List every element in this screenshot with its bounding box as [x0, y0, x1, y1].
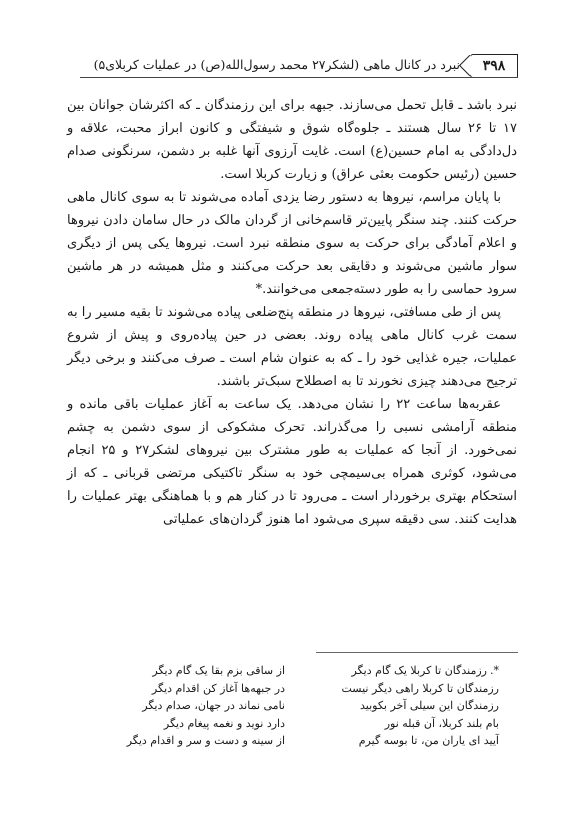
- header-rule: [80, 77, 518, 78]
- poem-line: رزمندگان تا کربلا راهی دیگر نیست: [341, 681, 499, 695]
- poem-line: دارد نوید و نغمه پیغام دیگر: [163, 716, 285, 730]
- poem-line: در جبهه‌ها آغاز کن اقدام دیگر: [151, 681, 285, 695]
- running-title: نبرد در کانال ماهی (لشکر۲۷ محمد رسول‌الله(ص) در عملیات کربلای۵): [93, 57, 460, 72]
- running-header: [80, 54, 518, 78]
- poem-line: رزمندگان این سیلی آخر بکوبید: [360, 699, 499, 712]
- page-number: ۳۹۸: [470, 54, 518, 78]
- paragraph: عقربه‌ها ساعت ۲۲ را نشان می‌دهد. یک ساعت به آغاز عملیات باقی مانده و منطقه آرامشی نسبی را می‌گذراند. تحرک مشکوکی از سوی دشمن به چشم نمی‌خورد. از آنجا که عملیات به طور مشترک بین نیروهای لشکر۲۷ و ۲۵ انجام می‌شود، کوثری همراه بی‌سیمچی خود به سنگر تاکتیکی مرتضی قربانی ـ که از استحکام بهتری برخوردار است ـ می‌رود تا در کنار هم و با هماهنگی بهتر عملیات را هدایت کنند. سی دقیقه سپری می‌شود اما هنوز گردان‌های عملیاتی: [67, 397, 518, 527]
- paragraph: نبرد باشد ـ قابل تحمل می‌سازند. جبهه برای این رزمندگان ـ که اکثرشان جوانان بین ۱۷ تا ۲۶ سال هستند ـ جلوه‌گاه شوق و شیفتگی و کانون ابراز محبت، علاقه و دل‌دادگی به امام حسین(ع) است. غایت آرزوی آنها غلبه بر دشمن، سرنگونی صدام حسین (رئیس حکومت بعثی عراق) و زیارت کربلا است.: [67, 98, 517, 182]
- footnote-marker: *.: [490, 664, 499, 677]
- poem-right-column: [341, 662, 499, 750]
- poem-line: بام بلند کربلا، آن قبله نور: [384, 716, 499, 730]
- paragraph: پس از طی مسافتی، نیروها در منطقه پنج‌ضلعی پیاده می‌شوند تا بقیه مسیر را به سمت غرب کانال ماهی پیاده روند. بعضی در حین پیاده‌روی و پیش از شروع عملیات، جیره غذایی خود را ـ که به عنوان شام است ـ صرف می‌کنند و برخی دیگر ترجیح می‌دهند چیزی نخورند تا به اصطلاح سبک‌تر باشند.: [67, 305, 517, 389]
- poem-line: از سینه و دست و سر و اقدام دیگر: [126, 734, 285, 747]
- poem-line: *.رزمندگان تا کربلا یک گام دیگر: [351, 664, 499, 677]
- footnote: [67, 662, 517, 762]
- body-text: [67, 94, 517, 531]
- poem-line: از ساقی بزم بقا یک گام دیگر: [152, 664, 285, 677]
- poem-line: آیید ای یاران من، تا بوسه گیرم: [358, 734, 499, 747]
- paragraph: با پایان مراسم، نیروها به دستور رضا یزدی آماده می‌شوند تا به سوی کانال ماهی حرکت کنند. چند سنگر پایین‌تر قاسم‌خانی از گردان مالک در حال سامان دادن نیروها و اعلام آمادگی برای حرکت به سوی منطقه نبرد است. نیروها یکی پس از دیگری سوار ماشین می‌شوند و دقایقی بعد حرکت می‌کنند و مثل همیشه در هر ماشین سرود حماسی را به طور دسته‌جمعی می‌خوانند.*: [67, 190, 517, 297]
- poem-line: نامی نماند در جهان، صدام دیگر: [142, 699, 285, 712]
- poem-left-column: [127, 662, 285, 750]
- footnote-divider: [316, 652, 518, 653]
